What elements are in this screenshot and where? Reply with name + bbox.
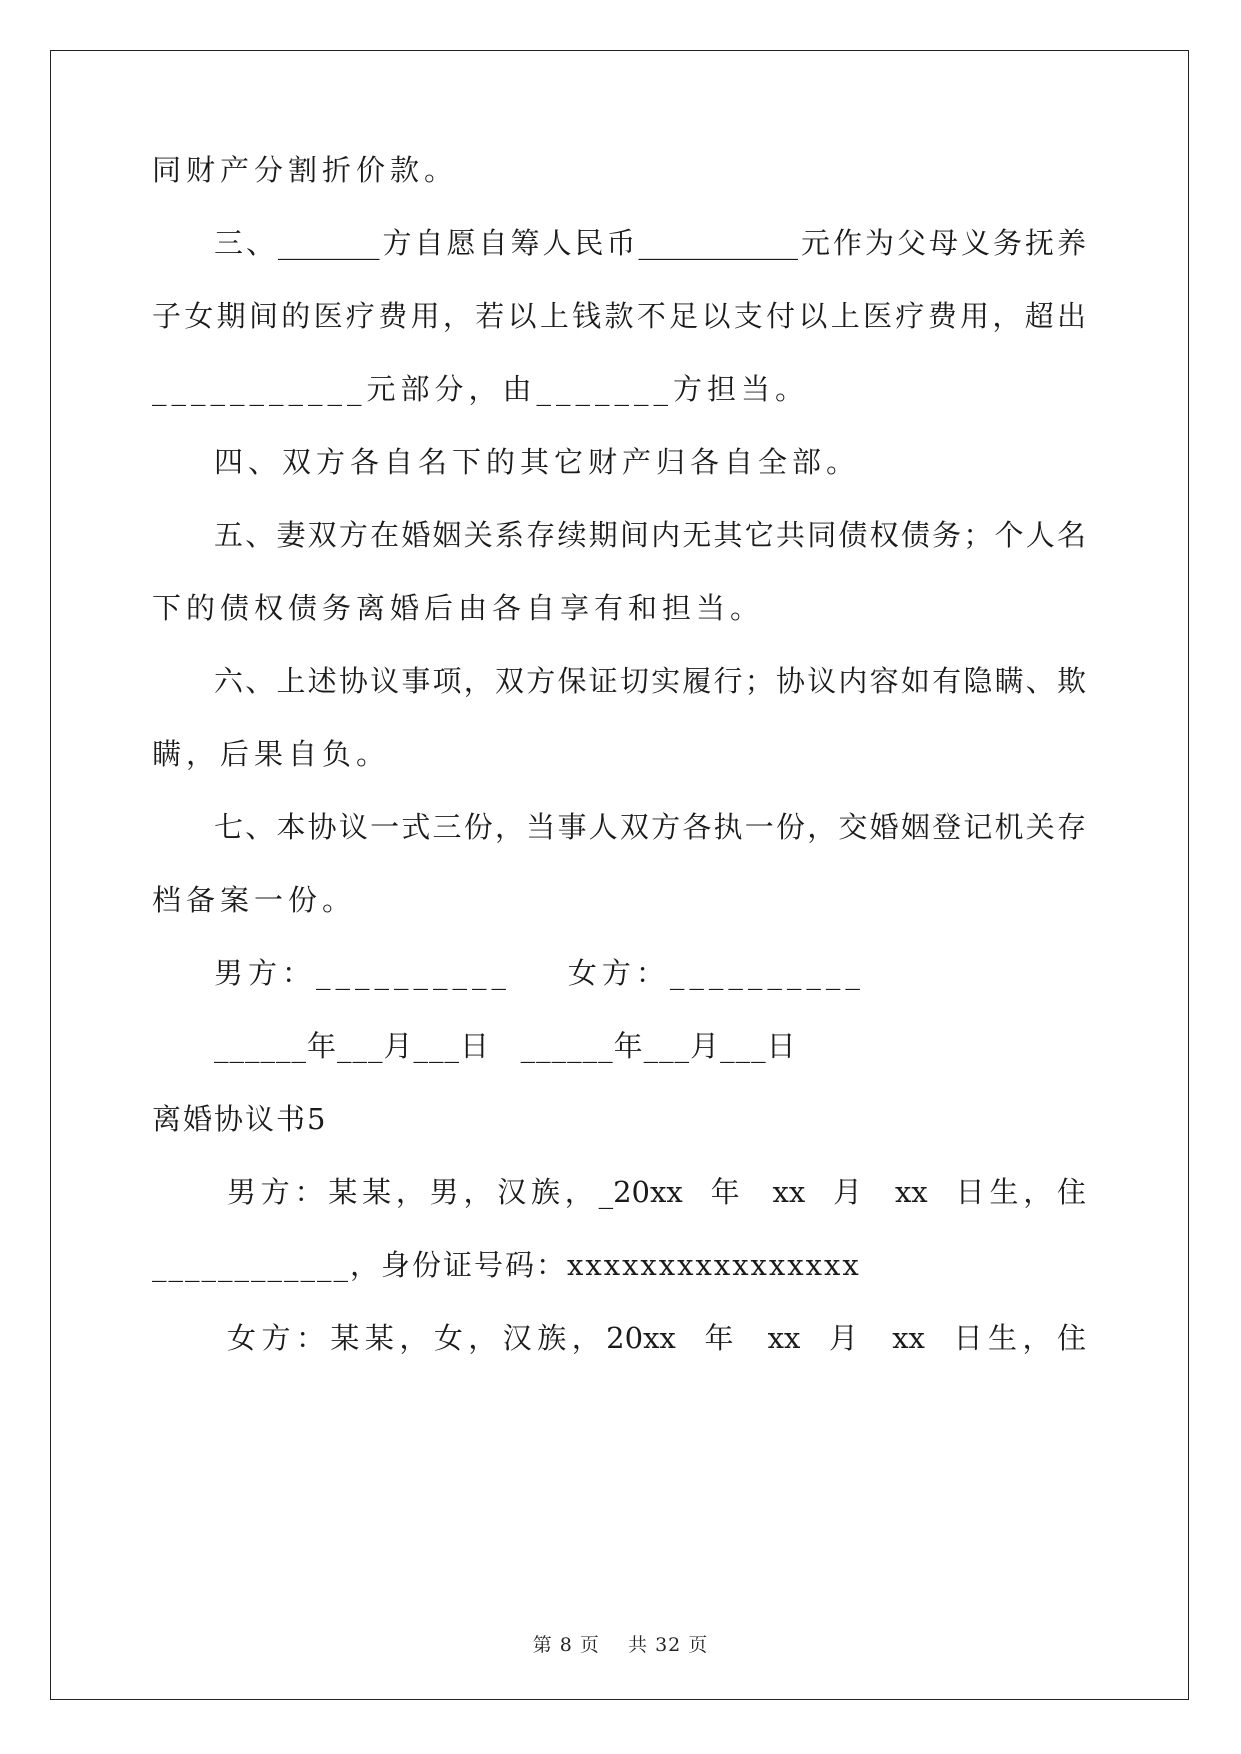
text-line: 四、双方各自名下的其它财产归各自全部。: [214, 445, 861, 479]
text-line: 三、_______方自愿自筹人民币___________元作为父母义务抚养: [214, 226, 1086, 260]
text-line: 子女期间的医疗费用，若以上钱款不足以支付以上医疗费用，超出: [152, 299, 1086, 333]
text-line: 男方：某某，男，汉族，_20xx 年 xx 月 xx 日生，住: [227, 1175, 1086, 1209]
page-number-footer: 第 8 页 共 32 页: [532, 1634, 709, 1656]
text-line: 七、本协议一式三份，当事人双方各执一份，交婚姻登记机关存: [214, 810, 1086, 844]
text-line: 女方：某某，女，汉族，20xx 年 xx 月 xx 日生，住: [227, 1321, 1086, 1355]
text-line: 同财产分割折价款。: [152, 153, 459, 187]
signature-line: 男方：__________ 女方：__________: [214, 956, 865, 990]
text-line: 瞒，后果自负。: [152, 737, 391, 771]
text-line: 下的债权债务离婚后由各自享有和担当。: [152, 591, 765, 625]
text-line: 五、妻双方在婚姻关系存续期间内无其它共同债权债务；个人名: [214, 518, 1086, 552]
text-line: 档备案一份。: [152, 883, 357, 917]
text-line: ____________，身份证号码：xxxxxxxxxxxxxxxx: [152, 1248, 861, 1282]
date-line: ______年___月___日 ______年___月___日: [214, 1029, 797, 1063]
text-line: 六、上述协议事项，双方保证切实履行；协议内容如有隐瞒、欺: [214, 664, 1086, 698]
section-title: 离婚协议书5: [152, 1102, 328, 1136]
text-line: ___________元部分，由_______方担当。: [152, 372, 810, 406]
